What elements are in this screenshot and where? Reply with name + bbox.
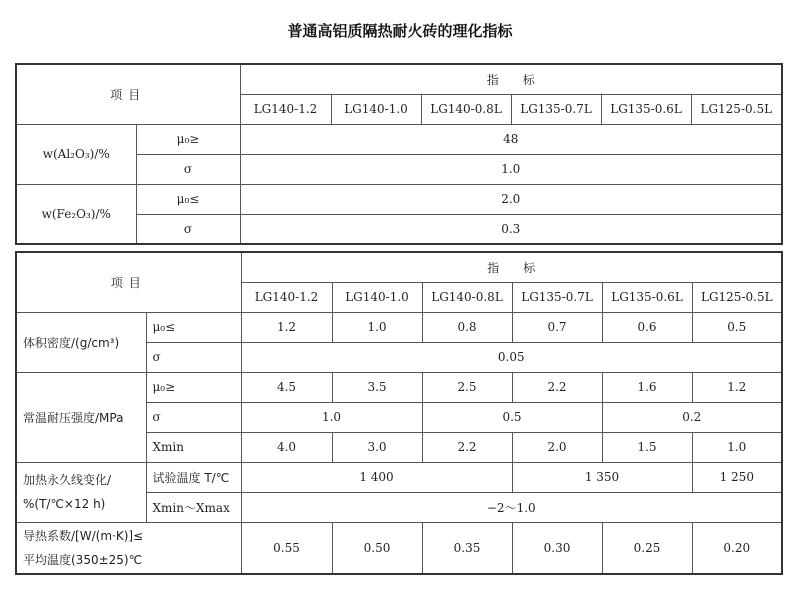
- strength-xmin: 4.0: [241, 432, 332, 462]
- grade-header: LG140-1.0: [332, 282, 422, 312]
- density-value: 1.0: [332, 312, 422, 342]
- grade-header: LG140-1.0: [331, 94, 421, 124]
- stat-label: μ₀≥: [136, 124, 240, 154]
- strength-value: 1.6: [602, 372, 692, 402]
- physical-index-table: [15, 251, 783, 575]
- grade-header: LG140-0.8L: [421, 94, 511, 124]
- plc-label: [16, 462, 146, 522]
- strength-sigma: 0.5: [422, 402, 602, 432]
- strength-sigma: 0.2: [602, 402, 782, 432]
- density-sigma: 0.05: [241, 342, 782, 372]
- temp-label: 试验温度 T/℃: [146, 462, 241, 492]
- test-temp: 1 250: [692, 462, 782, 492]
- density-value: 0.7: [512, 312, 602, 342]
- stat-label: μ₀≤: [136, 184, 240, 214]
- grade-header: LG125-0.5L: [691, 94, 782, 124]
- grade-header: LG135-0.6L: [602, 282, 692, 312]
- plc-label-line2: %(T/℃×12 h): [23, 497, 106, 511]
- plc-range: −2～1.0: [241, 492, 782, 522]
- strength-xmin: 3.0: [332, 432, 422, 462]
- conductivity-value: 0.55: [241, 522, 332, 574]
- grade-header: LG140-1.2: [241, 282, 332, 312]
- strength-value: 2.5: [422, 372, 512, 402]
- chemical-index-table: [15, 63, 783, 245]
- conductivity-label-line2: 平均温度(350±25)℃: [23, 552, 143, 567]
- grade-header: LG140-0.8L: [422, 282, 512, 312]
- strength-value: 2.2: [512, 372, 602, 402]
- item-header: 项目: [16, 252, 241, 312]
- conductivity-value: 0.35: [422, 522, 512, 574]
- plc-label-line1: 加热永久线变化/: [23, 473, 112, 487]
- density-value: 0.6: [602, 312, 692, 342]
- stat-label: Xmin: [146, 432, 241, 462]
- density-label: 体积密度/(g/cm³): [16, 312, 146, 372]
- density-value: 0.5: [692, 312, 782, 342]
- strength-xmin: 2.0: [512, 432, 602, 462]
- strength-sigma: 1.0: [241, 402, 422, 432]
- conductivity-label-line1: 导热系数/[W/(m·K)]≤: [23, 528, 144, 543]
- stat-label: σ: [136, 154, 240, 184]
- density-value: 0.8: [422, 312, 512, 342]
- conductivity-value: 0.50: [332, 522, 422, 574]
- strength-xmin: 1.5: [602, 432, 692, 462]
- stat-label: σ: [146, 402, 241, 432]
- strength-value: 3.5: [332, 372, 422, 402]
- page-title: 普通高铝质隔热耐火砖的理化指标: [287, 22, 513, 40]
- test-temp: 1 350: [512, 462, 692, 492]
- strength-xmin: 2.2: [422, 432, 512, 462]
- conductivity-label: [16, 522, 241, 574]
- stat-label: σ: [136, 214, 240, 244]
- conductivity-value: 0.20: [692, 522, 782, 574]
- range-label: Xmin～Xmax: [146, 492, 241, 522]
- strength-value: 1.2: [692, 372, 782, 402]
- conductivity-value: 0.25: [602, 522, 692, 574]
- conductivity-value: 0.30: [512, 522, 602, 574]
- strength-label: 常温耐压强度/MPa: [16, 372, 146, 462]
- strength-xmin: 1.0: [692, 432, 782, 462]
- grade-header: LG135-0.6L: [601, 94, 691, 124]
- stat-label: σ: [146, 342, 241, 372]
- grade-header: LG135-0.7L: [511, 94, 601, 124]
- grade-header: LG140-1.2: [240, 94, 331, 124]
- al2o3-mu-value: 48: [240, 124, 782, 154]
- index-header: 指 标: [241, 252, 782, 282]
- grade-header: LG125-0.5L: [692, 282, 782, 312]
- density-value: 1.2: [241, 312, 332, 342]
- al2o3-sigma-value: 1.0: [240, 154, 782, 184]
- fe2o3-sigma-value: 0.3: [240, 214, 782, 244]
- stat-label: μ₀≤: [146, 312, 241, 342]
- grade-header: LG135-0.7L: [512, 282, 602, 312]
- index-header: 指 标: [240, 64, 782, 94]
- item-header: 项目: [16, 64, 240, 124]
- fe2o3-mu-value: 2.0: [240, 184, 782, 214]
- fe2o3-label: w(Fe₂O₃)/%: [16, 184, 136, 244]
- stat-label: μ₀≥: [146, 372, 241, 402]
- al2o3-label: w(Al₂O₃)/%: [16, 124, 136, 184]
- strength-value: 4.5: [241, 372, 332, 402]
- test-temp: 1 400: [241, 462, 512, 492]
